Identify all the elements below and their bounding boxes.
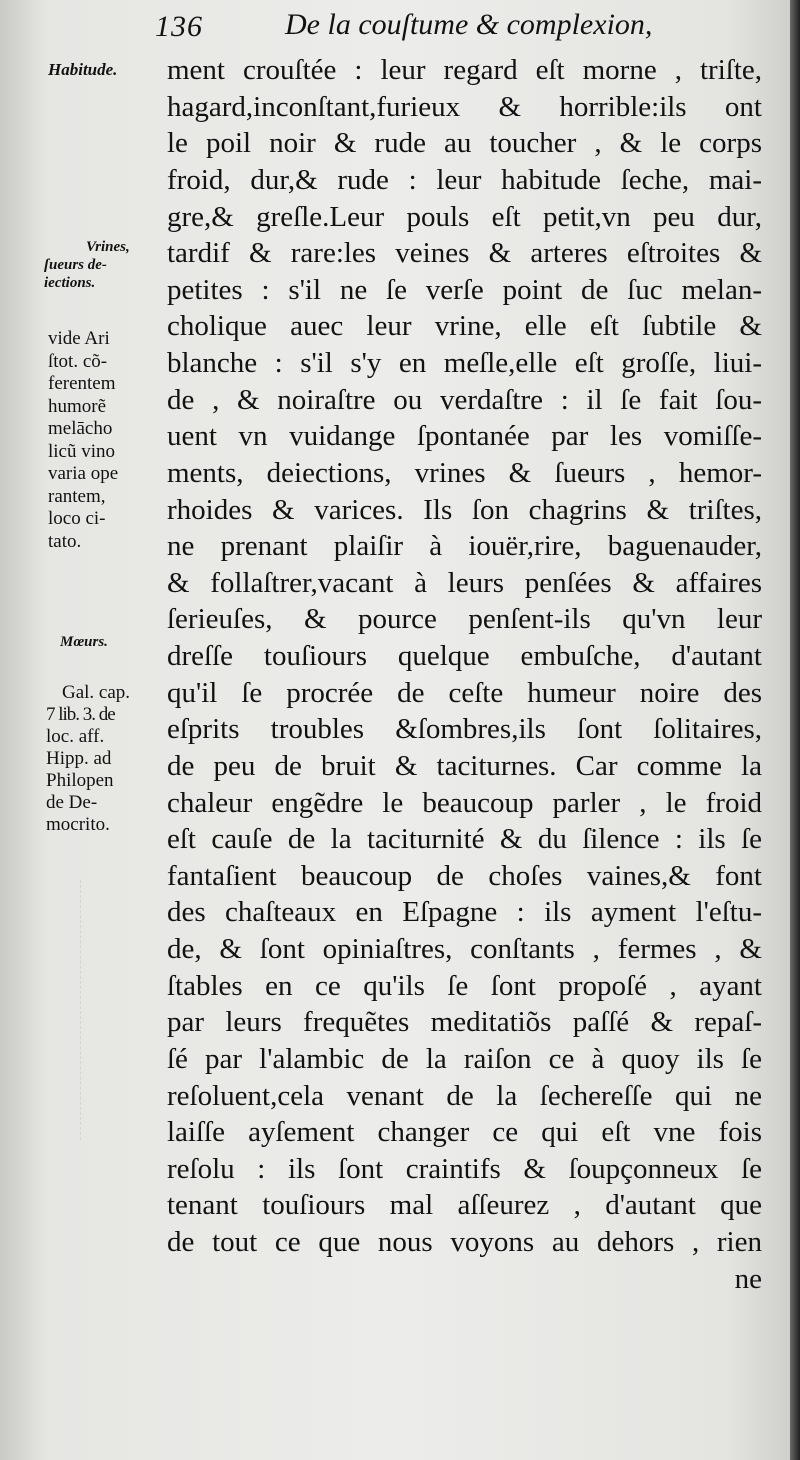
- text-line: qu'il ſe procrée de ceſte humeur noire des: [167, 676, 762, 709]
- margin-note-line: licũ vino: [48, 440, 116, 462]
- text-line: le poil noir & rude au toucher , & le corps: [167, 127, 762, 160]
- body-text: [167, 52, 762, 1297]
- page-edge-shadow: [790, 0, 800, 1460]
- page-header: [150, 4, 670, 44]
- margin-note-line: ſtot. cõ-: [48, 350, 108, 372]
- margin-note-line: ſueurs de-: [44, 257, 107, 273]
- text-line: hagard,inconſtant,furieux & horrible:ils ont: [167, 90, 762, 123]
- margin-note-moeurs: Mœurs.: [60, 634, 108, 650]
- margin-note-line: Vrines,: [86, 239, 130, 255]
- margin-note-line: humorẽ: [48, 395, 107, 417]
- bleed-through-shadow: [80, 880, 171, 1140]
- text-line: chaleur engẽdre le beaucoup parler , le froid: [167, 786, 762, 819]
- margin-note-citation-galien: [46, 682, 156, 836]
- text-line: reſolu : ils ſont craintifs & ſoupçonneux ſe: [167, 1152, 762, 1185]
- text-line: ments, deiections, vrines & ſueurs , hemor-: [167, 456, 762, 489]
- margin-note-line: mocrito.: [46, 814, 110, 835]
- page-number: 136: [155, 10, 203, 43]
- margin-note-line: tato.: [48, 530, 82, 552]
- margin-note-citation-aristote: [48, 328, 158, 553]
- text-line: laiſſe ayſement changer ce qui eſt vne fois: [167, 1116, 762, 1149]
- text-line: de tout ce que nous voyons au dehors , rien: [167, 1226, 762, 1258]
- text-line: ment crouſtée : leur regard eſt morne , triſte,: [167, 54, 762, 86]
- margin-note-line: loc. aff.: [46, 726, 105, 747]
- margin-note-line: iections.: [44, 275, 96, 291]
- margin-note-line: ferentem: [48, 373, 116, 394]
- margin-note-line: Hipp. ad: [46, 748, 112, 769]
- margin-note-line: melācho: [48, 418, 113, 439]
- text-line: de , & noiraſtre ou verdaſtre : il ſe fait ſou-: [167, 383, 762, 416]
- text-line: petites : s'il ne ſe verſe point de ſuc melan-: [167, 273, 762, 306]
- margin-note-line: Philopen: [46, 770, 114, 791]
- text-line: ſé par l'alambic de la raiſon ce à quoy ils ſe: [167, 1042, 762, 1075]
- text-line: de peu de bruit & taciturnes. Car comme la: [167, 749, 762, 782]
- text-line: ſtables en ce qu'ils ſe ſont propoſé , ayant: [167, 969, 762, 1002]
- text-line: uent vn vuidange ſpontanée par les vomiſſe-: [167, 420, 762, 453]
- text-line: ſerieuſes, & pource penſent-ils qu'vn leur: [167, 603, 762, 636]
- text-line: blanche : s'il s'y en meſle,elle eſt groſſe, liui-: [167, 347, 762, 379]
- margin-note-habitude: Habitude.: [48, 60, 118, 79]
- margin-note-line: varia ope: [48, 463, 119, 484]
- catchword: ne: [734, 1262, 762, 1295]
- text-line: cholique auec leur vrine, elle eſt ſubtile &: [167, 310, 762, 343]
- text-line: gre,& greſle.Leur pouls eſt petit,vn peu dur,: [167, 200, 762, 233]
- text-line: eſprits troubles &ſombres,ils ſont ſolitaires,: [167, 713, 762, 746]
- text-line: tardif & rare:les veines & arteres eſtroites &: [167, 237, 762, 270]
- text-line: ne prenant plaiſir à iouër,rire, baguenauder,: [167, 530, 762, 563]
- margin-note-line: vide Ari: [48, 328, 110, 349]
- text-line: dreſſe touſiours quelque embuſche, d'autant: [167, 640, 762, 672]
- margin-note-line: rantem,: [48, 485, 106, 507]
- text-line: fantaſient beaucoup de choſes vaines,& font: [167, 859, 762, 892]
- text-line: froid, dur,& rude : leur habitude ſeche, mai-: [167, 163, 762, 196]
- text-line: de, & ſont opiniaſtres, conſtants , fermes , &: [167, 933, 762, 965]
- running-title: De la couſtume & complexion,: [285, 8, 653, 41]
- text-line: eſt cauſe de la taciturnité & du ſilence : ils ſe: [167, 823, 762, 856]
- text-line: par leurs frequẽtes meditatiõs paſſé & repaſ-: [167, 1006, 762, 1039]
- text-line: reſoluent,cela venant de la ſechereſſe qui ne: [167, 1079, 762, 1112]
- margin-note-vrines: [44, 238, 154, 292]
- margin-note-line: 7 lib. 3. de: [46, 704, 115, 725]
- margin-note-line: de De-: [46, 792, 98, 813]
- margin-note-line: Gal. cap.: [62, 682, 131, 703]
- text-line: & follaſtrer,vacant à leurs penſées & affaires: [167, 566, 762, 599]
- margin-note-line: loco ci-: [48, 508, 106, 529]
- text-line: des chaſteaux en Eſpagne : ils ayment l'eſtu-: [167, 896, 762, 929]
- text-line: tenant touſiours mal aſſeurez , d'autant que: [167, 1189, 762, 1222]
- text-line: rhoides & varices. Ils ſon chagrins & triſtes,: [167, 493, 762, 526]
